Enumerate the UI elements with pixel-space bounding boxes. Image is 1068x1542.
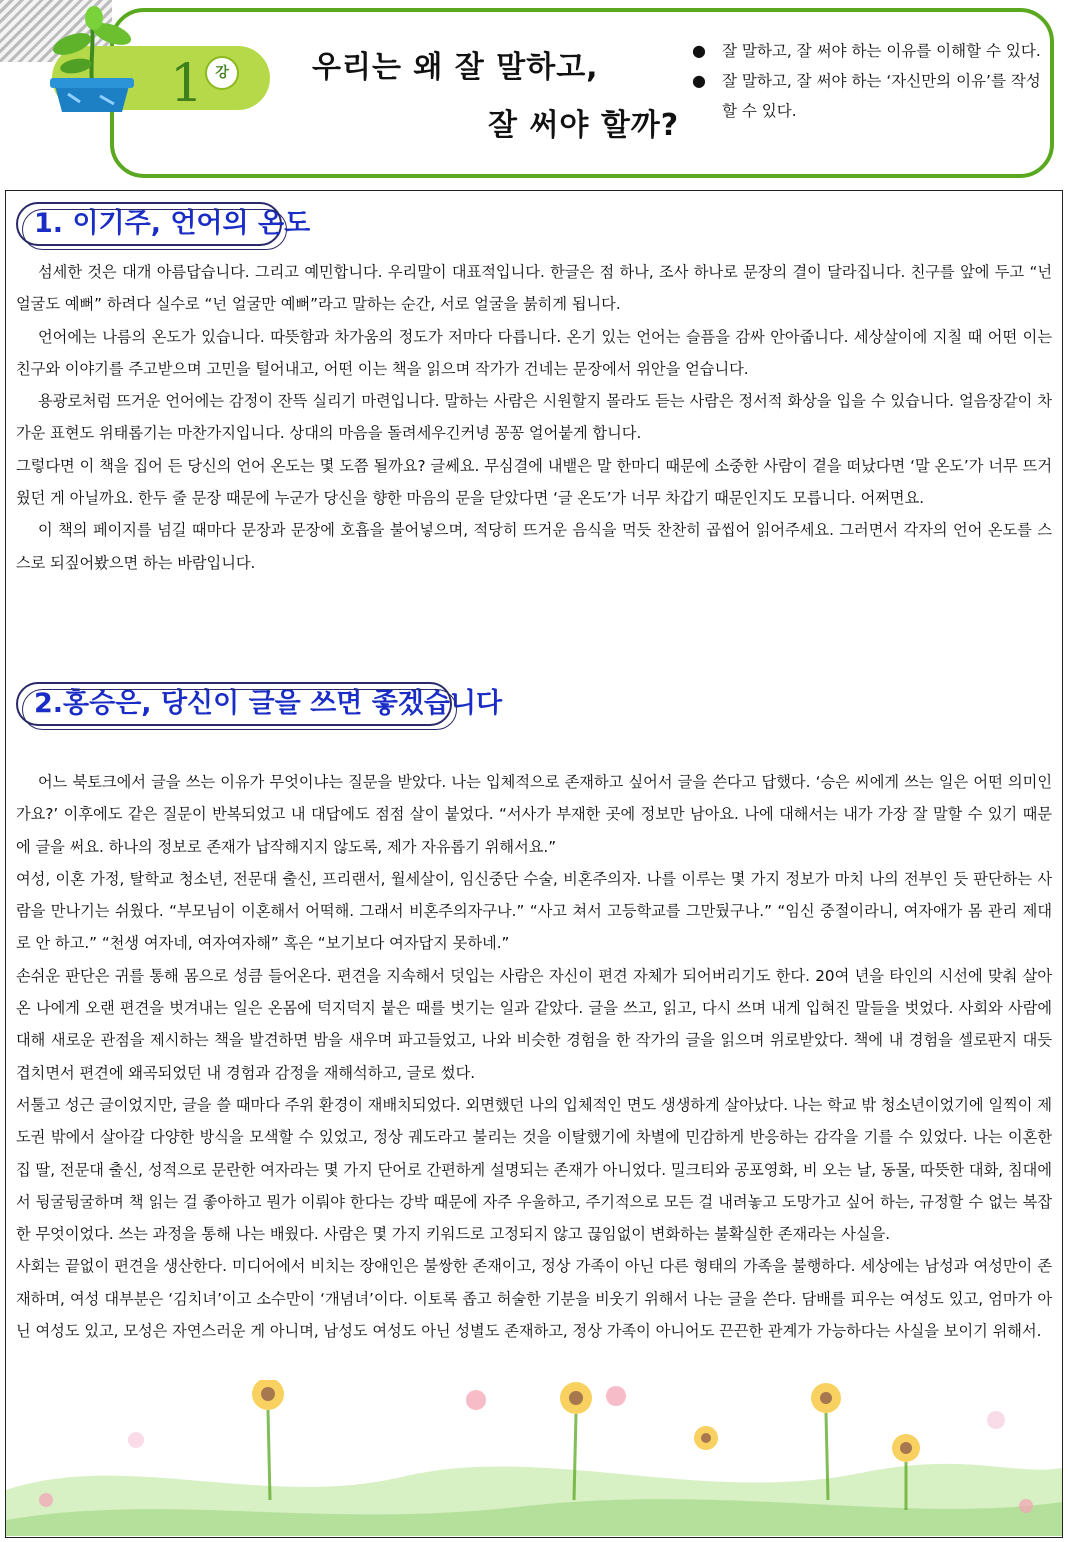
learning-objectives — [692, 36, 1044, 126]
objective-item — [692, 66, 1044, 126]
section1-body — [16, 256, 1052, 579]
paragraph: 손쉬운 판단은 귀를 통해 몸으로 성큼 들어온다. 편견을 지속해서 덧입는 사람은 자신이 편견 자체가 되어버리기도 한다. 20여 년을 타인의 시선에 맞춰 살아온 나에게 오랜 편견을 벗겨내는 일은 온몸에 덕지덕지 붙은 때를 벗기는 일과 같았다. 글을 쓰고, 읽고, 다시 쓰며 내게 입혀진 말들을 벗었다. 사회와 사람에 대해 새로운 관점을 제시하는 책을 발견하면 밤을 새우며 파고들었고, 나와 비슷한 경험을 한 작가의 글을 읽으며 위로받았다. 책에 내 경험을 셀로판지 대듯 겹치면서 편견에 왜곡되었던 내 경험과 감정을 재해석하고, 글로 썼다. — [16, 966, 1052, 1082]
objective-item — [692, 36, 1044, 66]
lesson-title-line1: 우리는 왜 잘 말하고, — [312, 50, 599, 85]
section2-body — [16, 766, 1052, 1347]
paragraph: 사회는 끝없이 편견을 생산한다. 미디어에서 비치는 장애인은 불쌍한 존재이고, 정상 가족이 아닌 다른 형태의 가족을 불행하다. 세상에는 남성과 여성만이 존재하며, 여성 대부분은 ‘김치녀’이고 소수만이 ‘개념녀’이다. 이토록 좁고 허술한 기분을 비웃기 위해서 나는 글을 쓴다. 담배를 피우는 여성도 있고, 엄마가 아닌 여성도 있고, 모성은 자연스러운 게 아니며, 남성도 여성도 아닌 성별도 존재하고, 정상 가족이 아니어도 끈끈한 관계가 가능하다는 사실을 보이기 위해서. — [16, 1257, 1052, 1341]
paragraph: 이 책의 페이지를 넘길 때마다 문장과 문장에 호흡을 불어넣으며, 적당히 뜨거운 음식을 먹듯 찬찬히 곱씹어 읽어주세요. 그러면서 각자의 언어 온도를 스스로 되짚어봤으면 하는 바람입니다. — [16, 521, 1052, 572]
paragraph: 그렇다면 이 책을 집어 든 당신의 언어 온도는 몇 도쯤 될까요? 글쎄요. 무심결에 내뱉은 말 한마디 때문에 소중한 사람이 곁을 떠났다면 ‘말 온도’가 너무 뜨거웠던 게 아닐까요. 한두 줄 문장 때문에 누군가 당신을 향한 마음의 문을 닫았다면 ‘글 온도’가 너무 차갑기 때문인지도 모릅니다. 어쩌면요. — [16, 456, 1052, 508]
section1-heading: 1. 이기주, 언어의 온도 — [16, 202, 282, 246]
lesson-badge: 강 — [205, 56, 239, 90]
objective-text: 잘 말하고, 잘 써야 하는 ‘자신만의 이유’를 작성할 수 있다. — [722, 72, 1041, 120]
paragraph: 섬세한 것은 대개 아름답습니다. 그리고 예민합니다. 우리말이 대표적입니다. 한글은 점 하나, 조사 하나로 문장의 결이 달라집니다. 친구를 앞에 두고 “넌 얼굴도 예뻐” 하려다 실수로 “넌 얼굴만 예뻐”라고 말하는 순간, 서로 얼굴을 붉히게 됩니다. — [16, 263, 1052, 314]
paragraph: 언어에는 나름의 온도가 있습니다. 따뜻함과 차가움의 정도가 저마다 다릅니다. 온기 있는 언어는 슬픔을 감싸 안아줍니다. 세상살이에 지칠 때 어떤 이는 친구와 이야기를 주고받으며 고민을 털어내고, 어떤 이는 책을 읽으며 작가가 건네는 문장에서 위안을 얻습니다. — [16, 327, 1052, 378]
paragraph: 용광로처럼 뜨거운 언어에는 감정이 잔뜩 실리기 마련입니다. 말하는 사람은 시원할지 몰라도 듣는 사람은 정서적 화상을 입을 수 있습니다. 얼음장같이 차가운 표현도 위태롭기는 마찬가지입니다. 상대의 마음을 돌려세우긴커녕 꽁꽁 얼어붙게 합니다. — [16, 392, 1052, 443]
lesson-title-line2: 잘 써야 할까? — [488, 108, 680, 143]
paragraph: 서툴고 성근 글이었지만, 글을 쓸 때마다 주위 환경이 재배치되었다. 외면했던 나의 입체적인 면도 생생하게 살아났다. 나는 학교 밖 청소년이었기에 일찍이 제도권 밖에서 살아갈 다양한 방식을 모색할 수 있었고, 정상 궤도라고 불리는 것을 이탈했기에 차별에 민감하게 반응하는 감각을 기를 수 있었다. 나는 이혼한 집 딸, 전문대 출신, 성적으로 문란한 여자라는 몇 가지 단어로 간편하게 설명되는 존재가 아니었다. 밀크티와 공포영화, 비 오는 날, 동물, 따뜻한 대화, 침대에서 뒹굴뒹굴하며 책 읽는 걸 좋아하고 뭔가 이뤄야 한다는 강박 때문에 자주 우울하고, 주기적으로 모든 걸 내려놓고 도망가고 싶어 하는, 규정할 수 없는 복잡한 무엇이었다. 쓰는 과정을 통해 나는 배웠다. 사람은 몇 가지 키워드로 고정되지 않고 끊임없이 변화하는 불확실한 존재라는 사실을. — [16, 1095, 1052, 1244]
plant-pot-icon — [40, 4, 144, 114]
section2-heading: 2.홍승은, 당신이 글을 쓰면 좋겠습니다 — [16, 682, 452, 726]
bullet-icon: ● — [692, 41, 706, 60]
paragraph: 여성, 이혼 가정, 탈학교 청소년, 전문대 출신, 프리랜서, 월세살이, 임신중단 수술, 비혼주의자. 나를 이루는 몇 가지 정보가 마치 나의 전부인 듯 판단하는 사람을 만나기는 쉬웠다. “부모님이 이혼해서 어떡해. 그래서 비혼주의자구나.” “사고 쳐서 고등학교를 그만뒀구나.” “임신 중절이라니, 여자애가 몸 관리 제대로 안 하고.” “천생 여자네, 여자여자해” 혹은 “보기보다 여자답지 못하네.” — [16, 869, 1052, 953]
bullet-icon: ● — [692, 71, 706, 90]
paragraph: 어느 북토크에서 글을 쓰는 이유가 무엇이냐는 질문을 받았다. 나는 입체적으로 존재하고 싶어서 글을 쓴다고 답했다. ‘승은 씨에게 쓰는 일은 어떤 의미인가요?’ 이후에도 같은 질문이 반복되었고 내 대답에도 점점 살이 붙었다. “서사가 부재한 곳에 정보만 남아요. 나에 대해서는 내가 가장 잘 말할 수 있기 때문에 글을 써요. 하나의 정보로 존재가 납작해지지 않도록, 제가 자유롭기 위해서요.” — [16, 773, 1052, 856]
objective-text: 잘 말하고, 잘 써야 하는 이유를 이해할 수 있다. — [722, 42, 1041, 60]
lesson-number: 1 — [170, 54, 204, 114]
